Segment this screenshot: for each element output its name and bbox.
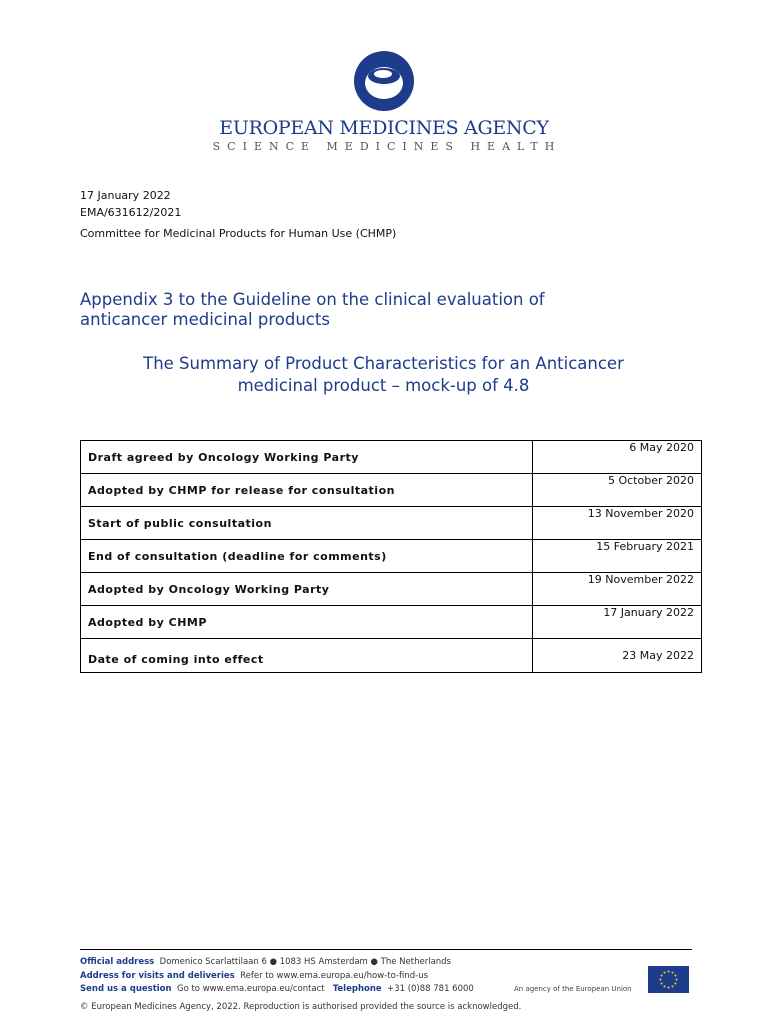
document-reference: EMA/631612/2021	[80, 206, 182, 219]
table-row: Adopted by CHMP 17 January 2022	[81, 606, 702, 639]
document-title: Appendix 3 to the Guideline on the clinical evaluation of anticancer medicinal products	[80, 290, 545, 329]
ema-emblem-icon	[353, 50, 415, 112]
eu-flag-icon	[648, 966, 689, 993]
table-row: Adopted by CHMP for release for consultation 5 October 2020	[81, 474, 702, 507]
agency-tagline: SCIENCE MEDICINES HEALTH	[212, 140, 562, 153]
document-history-table	[80, 440, 702, 673]
document-date: 17 January 2022	[80, 189, 171, 202]
table-row: End of consultation (deadline for comments) 15 February 2021	[81, 540, 702, 573]
footer-copyright: © European Medicines Agency, 2022. Reproduction is authorised provided the source is acknowledged.	[80, 1002, 522, 1012]
agency-name: EUROPEAN MEDICINES AGENCY	[219, 117, 549, 139]
table-row: Adopted by Oncology Working Party 19 November 2022	[81, 573, 702, 606]
table-row: Draft agreed by Oncology Working Party 6 May 2020	[81, 441, 702, 474]
ema-logo	[0, 50, 768, 154]
document-subtitle: The Summary of Product Characteristics for an Anticancer medicinal product – mock-up of 4.8	[143, 354, 624, 395]
footer-official-address: Official address Domenico Scarlattilaan 6 ● 1083 HS Amsterdam ● The Netherlands	[80, 957, 451, 967]
footer-contact: Send us a question Go to www.ema.europa.eu/contact Telephone +31 (0)88 781 6000	[80, 984, 474, 994]
table-row: Date of coming into effect 23 May 2022	[81, 639, 702, 673]
footer-divider	[80, 949, 692, 950]
eu-agency-caption: An agency of the European Union	[514, 985, 632, 993]
footer-visits-address: Address for visits and deliveries Refer to www.ema.europa.eu/how-to-find-us	[80, 971, 429, 981]
committee-name: Committee for Medicinal Products for Human Use (CHMP)	[80, 227, 397, 240]
table-row: Start of public consultation 13 November 2020	[81, 507, 702, 540]
